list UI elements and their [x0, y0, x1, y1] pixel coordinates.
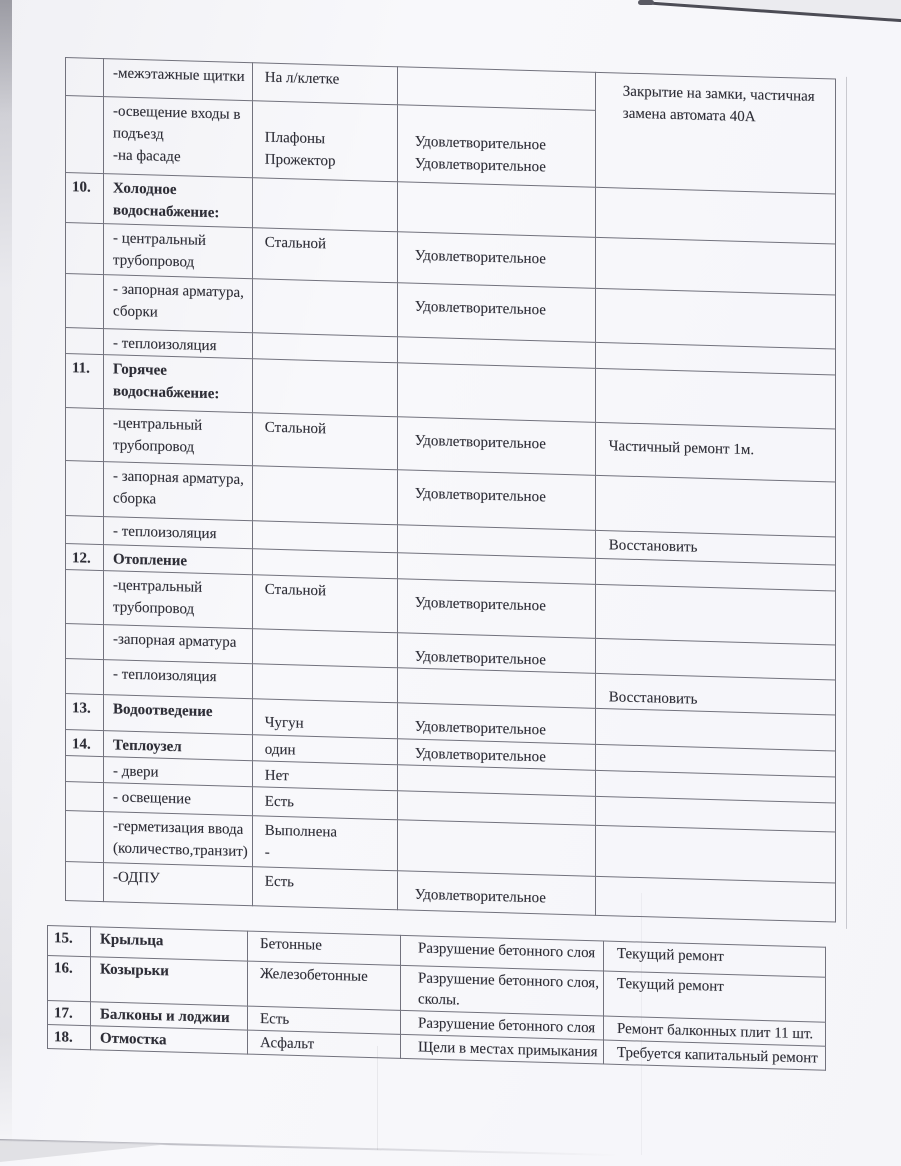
table-cell: [66, 544, 104, 571]
table-cell: [252, 575, 397, 633]
cell-text-line: водоснабжение:: [113, 383, 220, 403]
cell-text-line: Нет: [264, 767, 289, 785]
empty-table-cell: [595, 368, 835, 429]
table-cell: [104, 462, 253, 521]
table-cell: [104, 355, 253, 413]
cell-text-line: Удовлетворительное: [414, 745, 546, 766]
cell-text-line: трубопровод: [113, 599, 195, 618]
table-cell: [252, 867, 397, 910]
cell-text-line: Плафоны: [264, 129, 326, 148]
empty-table-cell: [595, 237, 835, 295]
cell-text-line: Удовлетворительное: [414, 718, 546, 739]
cell-text-line: 14.: [72, 736, 91, 753]
empty-table-cell: [66, 659, 104, 695]
table-cell: [248, 961, 401, 1010]
table-cell: [248, 931, 401, 965]
table-cell: [66, 730, 104, 757]
cell-text-line: 13.: [72, 700, 91, 717]
table-cell: [66, 354, 104, 409]
cell-text-line: Отмостка: [100, 1030, 167, 1049]
cell-text-line: Текущий ремонт: [616, 975, 724, 995]
table-cell: [252, 761, 397, 791]
table-cell: [397, 703, 595, 745]
cell-text-line: водоснабжение:: [113, 202, 220, 222]
cell-text-line: Удовлетворительное: [414, 594, 546, 615]
table-cell: [397, 283, 595, 343]
scan-margin-line: [846, 77, 847, 929]
table-cell: [595, 422, 835, 482]
cell-text-line: Разрушение бетонного слоя: [418, 1015, 596, 1037]
cell-text-line: Есть: [260, 1010, 290, 1028]
scan-edge-left: [0, 0, 12, 1150]
cell-text-line: Теплоузел: [113, 737, 182, 756]
cell-text-line: Отопление: [113, 551, 187, 570]
lower-table: [47, 925, 826, 1071]
cell-text-line: Частичный ремонт 1м.: [608, 438, 755, 459]
table-cell: [401, 965, 604, 1016]
table-cell: [104, 329, 253, 359]
empty-table-cell: [66, 328, 104, 355]
cell-text-line: Холодное: [113, 180, 177, 199]
table-cell: [603, 971, 825, 1022]
cell-text-line: Удовлетворительное: [414, 133, 546, 154]
cell-text-line: -ОДПУ: [113, 869, 160, 887]
cell-text-line: Водоотведение: [113, 701, 213, 721]
empty-table-cell: [252, 279, 397, 337]
empty-table-cell: [66, 862, 104, 902]
cell-text-line: сборки: [113, 303, 158, 321]
cell-text-line: Удовлетворительное: [414, 432, 546, 453]
table-cell: [48, 1025, 91, 1050]
table-cell: [104, 625, 253, 664]
empty-table-cell: [252, 664, 397, 703]
cell-text-line: Стальной: [264, 234, 326, 253]
empty-table-cell: [66, 516, 104, 545]
main-table-body: [66, 58, 836, 923]
table-cell: [91, 957, 248, 1006]
table-cell: [104, 863, 253, 906]
cell-text-line: трубопровод: [113, 252, 195, 271]
table-cell: [104, 409, 253, 466]
table-cell: [48, 956, 91, 1002]
table-cell: [48, 926, 91, 957]
cell-text-line: Текущий ремонт: [616, 945, 724, 965]
empty-table-cell: [66, 811, 104, 863]
table-cell: [252, 413, 397, 470]
empty-table-cell: [397, 363, 595, 423]
cell-text-line: Закрытие на замки, частичная: [622, 83, 815, 105]
table-cell: [252, 735, 397, 765]
empty-table-cell: [252, 466, 397, 525]
cell-text-line: Выполнена: [264, 822, 338, 841]
empty-table-cell: [66, 782, 104, 812]
cell-text-line: -: [264, 844, 270, 861]
cell-text-line: - двери: [113, 763, 159, 781]
table-cell: [104, 757, 253, 787]
table-cell: [104, 545, 253, 575]
table-cell: [252, 816, 397, 871]
cell-text-line: - теплоизоляция: [113, 335, 217, 355]
cell-text-line: Удовлетворительное: [414, 485, 546, 506]
cell-text-line: 17.: [54, 1005, 73, 1022]
table-cell: [104, 275, 253, 333]
table-cell: [104, 695, 253, 735]
empty-table-cell: [595, 475, 835, 537]
empty-table-cell: [66, 408, 104, 462]
cell-text-line: -центральный: [113, 415, 203, 434]
table-cell: [595, 673, 835, 715]
table-cell: [397, 105, 595, 188]
table-cell: [104, 660, 253, 699]
cell-text-line: Разрушение бетонного слоя: [418, 940, 596, 962]
table-cell: [397, 470, 595, 531]
cell-text-line: Восстановить: [608, 689, 698, 708]
cell-text-line: Разрушение бетонного слоя,: [418, 970, 599, 992]
cell-text-line: Требуется капитальный ремонт: [616, 1044, 818, 1067]
table-cell: [66, 694, 104, 731]
cell-text-line: -запорная арматура: [113, 631, 237, 651]
empty-table-cell: [595, 584, 835, 645]
empty-table-cell: [252, 178, 397, 232]
empty-table-cell: [66, 223, 104, 275]
cell-text-line: Балконы и лоджии: [100, 1006, 230, 1027]
cell-text-line: 16.: [54, 960, 73, 977]
table-cell: [91, 927, 248, 961]
empty-table-cell: [66, 274, 104, 329]
cell-text-line: 12.: [72, 550, 91, 567]
cell-text-line: сборка: [113, 490, 157, 508]
table-cell: [104, 97, 253, 178]
table-cell: [104, 59, 253, 101]
empty-table-cell: [66, 461, 104, 517]
table-cell: [397, 633, 595, 674]
table-cell: [397, 579, 595, 639]
cell-text-line: - запорная арматура,: [113, 468, 244, 488]
lower-table-body: [48, 926, 826, 1071]
cell-text-line: Удовлетворительное: [414, 886, 546, 907]
table-cell: [104, 571, 253, 629]
table-cell: [48, 1001, 91, 1026]
cell-text-line: Восстановить: [608, 537, 698, 556]
empty-table-cell: [397, 182, 595, 238]
cell-text-line: -межэтажные щитки: [113, 65, 245, 86]
table-cell: [104, 812, 253, 867]
empty-table-cell: [397, 668, 595, 709]
cell-text-line: Козырьки: [100, 961, 169, 980]
cell-text-line: один: [264, 741, 296, 759]
empty-table-cell: [252, 629, 397, 668]
cell-text-line: -на фасаде: [113, 147, 181, 166]
cell-text-line: Крыльца: [100, 931, 164, 950]
cell-text-line: Бетонные: [260, 935, 322, 954]
table-cell: [248, 1006, 401, 1034]
empty-table-cell: [66, 570, 104, 625]
cell-text-line: Удовлетворительное: [414, 298, 546, 319]
table-cell: [397, 232, 595, 289]
cell-text-line: (количество,транзит): [113, 840, 248, 861]
scan-edge-top-right-blob: [638, 0, 654, 5]
cell-text-line: 10.: [72, 179, 91, 196]
cell-text-line: - центральный: [113, 230, 206, 249]
cell-text-line: Железобетонные: [260, 965, 368, 985]
table-cell: [91, 1026, 248, 1054]
empty-table-cell: [66, 58, 104, 97]
table-cell: [104, 517, 253, 549]
empty-table-cell: [397, 820, 595, 877]
empty-table-cell: [595, 288, 835, 349]
cell-text-line: Асфальт: [260, 1034, 315, 1053]
empty-table-cell: [252, 359, 397, 417]
cell-text-line: Горячее: [113, 361, 167, 379]
empty-table-cell: [252, 521, 397, 553]
table-cell: [104, 783, 253, 816]
table-cell: [252, 228, 397, 283]
empty-table-cell: [595, 187, 835, 244]
cell-text-line: Удовлетворительное: [414, 648, 546, 669]
cell-text-line: Удовлетворительное: [414, 247, 546, 268]
empty-table-cell: [66, 624, 104, 660]
lower-table-wrapper: [47, 925, 826, 1071]
table-cell: [252, 699, 397, 739]
cell-text-line: - теплоизоляция: [113, 666, 217, 686]
cell-text-line: Стальной: [264, 581, 326, 600]
empty-table-cell: [66, 756, 104, 783]
main-table-wrapper: [65, 57, 836, 923]
cell-text-line: Прожектор: [264, 151, 336, 170]
table-cell: [66, 173, 104, 224]
table-cell: [595, 72, 835, 194]
cell-text-line: - запорная арматура,: [113, 281, 244, 301]
table-cell: [252, 787, 397, 820]
main-table: [65, 57, 836, 923]
empty-table-cell: [595, 825, 835, 883]
cell-text-line: сколы.: [418, 991, 460, 1009]
table-cell: [248, 1030, 401, 1058]
empty-table-cell: [66, 96, 104, 174]
empty-table-cell: [595, 876, 835, 922]
cell-text-line: подъезд: [113, 125, 164, 143]
cell-text-line: Есть: [264, 793, 294, 811]
empty-table-cell: [252, 549, 397, 579]
table-cell: [397, 871, 595, 916]
table-cell: [104, 174, 253, 228]
cell-text-line: 11.: [72, 360, 90, 377]
table-cell: [252, 101, 397, 182]
empty-table-cell: [397, 67, 595, 111]
cell-text-line: - теплоизоляция: [113, 523, 217, 543]
cell-text-line: Есть: [264, 873, 294, 891]
cell-text-line: Удовлетворительное: [414, 155, 546, 176]
cell-text-line: Стальной: [264, 419, 326, 438]
cell-text-line: Щели в местах примыкания: [418, 1039, 598, 1061]
cell-text-line: На л/клетке: [264, 69, 340, 88]
table-cell: [252, 63, 397, 105]
cell-text-line: Чугун: [264, 714, 304, 732]
table-cell: [401, 1034, 604, 1064]
cell-text-line: -центральный: [113, 577, 203, 596]
cell-text-line: 15.: [54, 930, 73, 947]
cell-text-line: -герметизация ввода: [113, 818, 244, 838]
empty-table-cell: [252, 333, 397, 363]
cell-text-line: - освещение: [113, 789, 191, 808]
table-cell: [397, 417, 595, 476]
cell-text-line: замена автомата 40А: [622, 105, 756, 126]
table-cell: [91, 1002, 248, 1030]
cell-text-line: 18.: [54, 1029, 73, 1046]
table-cell: [104, 731, 253, 761]
cell-text-line: Ремонт балконных плит 11 шт.: [616, 1020, 814, 1043]
cell-text-line: трубопровод: [113, 437, 195, 456]
cell-text-line: -освещение входы в: [113, 103, 241, 123]
table-cell: [104, 224, 253, 279]
paper-crease: [377, 1046, 378, 1150]
